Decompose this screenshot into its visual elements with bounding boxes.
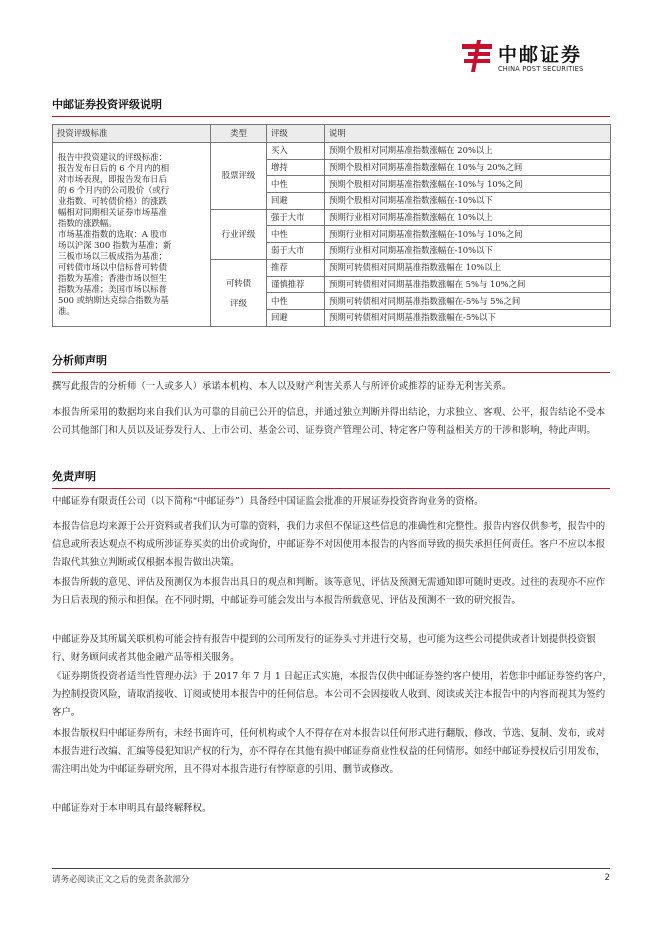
rating-cell: 谨慎推荐 <box>267 276 325 293</box>
rating-cell: 回避 <box>267 309 325 326</box>
disclaimer-paragraph: 中邮证券对于本申明具有最终解释权。 <box>52 803 212 814</box>
standard-text-line: 报告中投资建议的评级标准： <box>58 151 167 162</box>
disclaimer-section-title: 免责声明 <box>52 468 610 489</box>
table-row <box>53 143 611 160</box>
analyst-paragraph: 撰写此报告的分析师（一人或多人）承诺本机构、本人以及财产利害关系人与所评价或推荐的证券无利害关系。 <box>52 381 512 392</box>
standard-text-line: 业指数、可转债价格）的涨跌 <box>58 195 167 206</box>
standard-text-line: 指数为基准；美国市场以标普 <box>58 283 167 294</box>
footer-divider <box>52 868 610 869</box>
standard-text-line: 三板市场以三板成指为基准； <box>58 250 167 261</box>
standard-text-line: 市场基准指数的选取：A 股市 <box>58 228 168 239</box>
logo-english-text: CHINA POST SECURITIES <box>498 65 584 73</box>
description-cell: 预期可转债相对同期基准指数涨幅在 5%与 10%之间 <box>325 276 611 293</box>
standard-text-line: 对市场表现，即报告发布日后 <box>58 173 167 184</box>
rating-cell: 买入 <box>267 143 325 160</box>
rating-cell: 回避 <box>267 193 325 210</box>
standard-text-line: 指数的涨跌幅。 <box>58 217 117 228</box>
stock-rating-type-cell: 股票评级 <box>211 143 267 210</box>
description-cell: 预期个股相对同期基准指数涨幅在-10%与 10%之间 <box>325 176 611 193</box>
description-cell: 预期可转债相对同期基准指数涨幅在 10%以上 <box>325 259 611 276</box>
china-post-logo-icon <box>460 38 494 74</box>
description-cell: 预期个股相对同期基准指数涨幅在-10%以下 <box>325 193 611 210</box>
standard-text-line: 指数为基准；香港市场以恒生 <box>58 272 167 283</box>
rating-cell: 弱于大市 <box>267 243 325 260</box>
rating-cell: 中性 <box>267 293 325 310</box>
disclaimer-paragraph: 本报告所载的意见、评估及预测仅为本报告出具日的观点和判断。该等意见、评估及预测无需通知即可随时更改。过往的表现亦不应作为日后表现的预示和担保。在不同时期，中邮证券可能会发出与本报告所载意见、评估及预测不一致的研究报告。 <box>52 577 606 606</box>
rating-cell: 中性 <box>267 176 325 193</box>
convertible-rating-type-cell: 可转债 评级 <box>211 259 267 326</box>
disclaimer-paragraph: 《证券期货投资者适当性管理办法》于 2017 年 7 月 1 日起正式实施，本报告仅供中邮证券签约客户使用，若您非中邮证券签约客户，为控制投资风险，请取消接收、订阅或使用本报告中的任何信息。本公司不会因接收人收到、阅读或关注本报告中的内容而视其为签约客户。 <box>52 671 612 718</box>
industry-rating-type-cell: 行业评级 <box>211 209 267 259</box>
rating-cell: 增持 <box>267 159 325 176</box>
standard-text-line: 场以沪深 300 指数为基准；新 <box>58 239 172 250</box>
description-cell: 预期行业相对同期基准指数涨幅在 10%以上 <box>325 209 611 226</box>
disclaimer-paragraph: 本报告信息均来源于公开资料或者我们认为可靠的资料，我们力求但不保证这些信息的准确性和完整性。报告内容仅供参考，报告中的信息或所表达观点不构成所涉证券买卖的出价或询价，中邮证券不对因使用本报告的内容而导致的损失承担任何责任。客户不应以本报告取代其独立判断或仅根据本报告做出决策。 <box>52 521 606 568</box>
standard-text-line: 的 6 个月内的公司股价（或行 <box>58 184 170 195</box>
description-cell: 预期可转债相对同期基准指数涨幅在-5%以下 <box>325 309 611 326</box>
description-cell: 预期行业相对同期基准指数涨幅在-10%与 10%之间 <box>325 226 611 243</box>
description-cell: 预期个股相对同期基准指数涨幅在 10%与 20%之间 <box>325 159 611 176</box>
rating-table <box>52 124 611 327</box>
rating-section-title: 中邮证券投资评级说明 <box>52 96 610 117</box>
rating-standard-cell <box>53 143 211 327</box>
column-header: 类型 <box>211 125 267 143</box>
column-header: 说明 <box>325 125 611 143</box>
rating-cell: 中性 <box>267 226 325 243</box>
column-header: 投资评级标准 <box>53 125 211 143</box>
disclaimer-paragraph: 本报告版权归中邮证券所有，未经书面许可，任何机构或个人不得存在对本报告以任何形式进行翻版、修改、节选、复制、发布，或对本报告进行改编、汇编等侵犯知识产权的行为，亦不得存在其他有损中邮证券商业性权益的任何情形。如经中邮证券授权后引用发布，需注明出处为中邮证券研究所，且不得对本报告进行有悖原意的引用、删节或修改。 <box>52 728 606 775</box>
rating-table-header-row <box>53 125 611 143</box>
page-number: 2 <box>604 873 610 883</box>
column-header: 评级 <box>267 125 325 143</box>
description-cell: 预期可转债相对同期基准指数涨幅在-5%与 5%之间 <box>325 293 611 310</box>
disclaimer-paragraph: 中邮证券有限责任公司（以下简称“中邮证券”）具备经中国证监会批准的开展证券投资咨询业务的资格。 <box>52 496 484 507</box>
standard-text-line: 报告发布日后的 6 个月内的相 <box>58 162 170 173</box>
footer-note: 请务必阅读正文之后的免责条款部分 <box>52 875 190 885</box>
standard-text-line: 500 或纳斯达克综合指数为基 <box>58 294 169 305</box>
logo-chinese-text: 中邮证券 <box>498 44 583 66</box>
disclaimer-paragraph: 中邮证券及其所属关联机构可能会持有报告中提到的公司所发行的证券头寸并进行交易，也可能为这些公司提供或者计划提供投资银行、财务顾问或者其他金融产品等相关服务。 <box>52 634 596 663</box>
description-cell: 预期行业相对同期基准指数涨幅在-10%以下 <box>325 243 611 260</box>
analyst-section-title: 分析师声明 <box>52 352 610 373</box>
standard-text-line: 幅相对同期相关证券市场基准 <box>58 206 167 217</box>
standard-text-line: 准。 <box>58 305 75 316</box>
analyst-paragraph: 本报告所采用的数据均来自我们认为可靠的目前已公开的信息，并通过独立判断并得出结论，力求独立、客观、公平，报告结论不受本公司其他部门和人员以及证券发行人、上市公司、基金公司、证券资产管理公司、特定客户等利益相关方的干涉和影响，特此声明。 <box>52 407 606 436</box>
company-logo <box>460 38 610 78</box>
standard-text-line: 可转债市场以中信标普可转债 <box>58 261 167 272</box>
rating-cell: 强于大市 <box>267 209 325 226</box>
rating-cell: 推荐 <box>267 259 325 276</box>
description-cell: 预期个股相对同期基准指数涨幅在 20%以上 <box>325 143 611 160</box>
